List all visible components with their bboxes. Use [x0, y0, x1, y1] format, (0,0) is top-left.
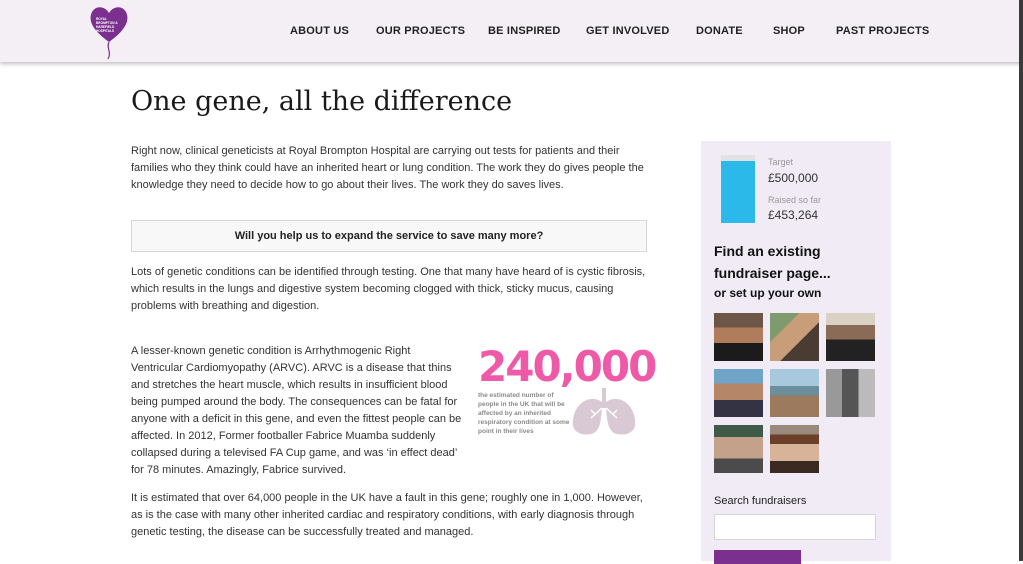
fundraiser-photo[interactable]	[826, 313, 875, 361]
fundraiser-subheading[interactable]: or set up your own	[714, 286, 822, 300]
search-fundraisers-label: Search fundraisers	[714, 495, 807, 507]
main-nav	[0, 25, 1023, 43]
raised-value: £453,264	[768, 208, 819, 222]
search-fundraisers-input[interactable]	[714, 514, 876, 540]
fundraiser-photo[interactable]	[714, 425, 763, 473]
fundraiser-photo[interactable]	[770, 313, 819, 361]
fundraiser-heading: Find an existing fundraiser page...	[714, 243, 831, 281]
fundraiser-photo[interactable]	[714, 369, 763, 417]
page-title: One gene, all the difference	[131, 86, 513, 117]
svg-text:HAREFIELD: HAREFIELD	[96, 25, 115, 29]
nav-shop[interactable]: SHOP	[773, 25, 805, 37]
nav-be-inspired[interactable]: BE INSPIRED	[488, 25, 561, 37]
nav-our-projects[interactable]: OUR PROJECTS	[376, 25, 466, 37]
nav-donate[interactable]: DONATE	[696, 25, 743, 37]
stat-number: 240,000	[478, 342, 656, 391]
search-button[interactable]	[714, 550, 801, 564]
stat-caption: the estimated number of people in the UK that will be affected by an inherited respiratory condition at some point in their lives	[478, 392, 570, 435]
target-label: Target	[768, 157, 794, 167]
window-edge	[1019, 0, 1023, 561]
intro-paragraph: Right now, clinical geneticists at Royal Brompton Hospital are carrying out tests for patients and their families who they think could have an inherited heart or lung condition. The work they do gives people the knowledge they need to decide how to go about their lives. The work they do saves lives.	[131, 145, 644, 191]
svg-text:ROYAL: ROYAL	[96, 17, 107, 21]
fundraiser-photo[interactable]	[826, 369, 875, 417]
nav-get-involved[interactable]: GET INVOLVED	[586, 25, 670, 37]
fundraiser-photo[interactable]	[770, 425, 819, 473]
nav-past-projects[interactable]: PAST PROJECTS	[836, 25, 930, 37]
paragraph-estimate: It is estimated that over 64,000 people in the UK have a fault in this gene; roughly one in 1,000. However, as is the case with many other inherited cardiac and respiratory conditions, with early diagnosis through genetic testing, the disease can be successfully treated and managed.	[131, 492, 643, 538]
stat-infographic	[475, 342, 656, 442]
callout-box: Will you help us to expand the service to save many more?	[131, 220, 647, 252]
svg-text:HOSPITALS: HOSPITALS	[96, 29, 115, 33]
sidebar	[701, 141, 891, 561]
paragraph-arvc: A lesser-known genetic condition is Arrhythmogenic Right Ventricular Cardiomyopathy (ARVC). ARVC is a disease that thins and stretches the heart muscle, which results in insufficient blood being pumped around the body. The consequences can be fatal for anyone with a deficit in this gene, and even the fittest people can be affected. In 2012, Former footballer Fabrice Muamba suddenly collapsed during a televised FA Cup game, and was ‘in effect dead’ for 78 minutes. Amazingly, Fabrice survived.	[131, 345, 462, 476]
fundraiser-photo[interactable]	[714, 313, 763, 361]
fundraiser-photo[interactable]	[770, 369, 819, 417]
raised-label: Raised so far	[768, 195, 822, 205]
svg-text:BROMPTON &: BROMPTON &	[96, 21, 118, 25]
fundraising-thermometer	[721, 155, 755, 223]
lungs-icon	[571, 388, 637, 438]
thermometer-fill	[721, 161, 755, 223]
paragraph-cystic-fibrosis: Lots of genetic conditions can be identified through testing. One that many have heard of is cystic fibrosis, which results in the lungs and digestive system becoming clogged with thick, sticky mucus, causing problems with breathing and digestion.	[131, 266, 646, 312]
target-value: £500,000	[768, 171, 819, 185]
nav-about-us[interactable]: ABOUT US	[290, 25, 350, 37]
site-header	[0, 0, 1023, 62]
